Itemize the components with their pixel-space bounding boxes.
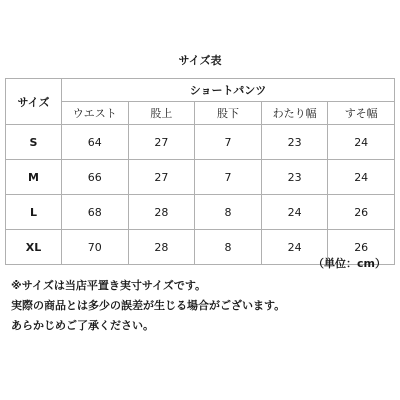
table-cell: 23 bbox=[261, 160, 328, 195]
notes bbox=[11, 276, 285, 336]
table-cell: 28 bbox=[128, 230, 195, 265]
unit-label: （単位：cm） bbox=[313, 257, 386, 270]
table-group-header-row bbox=[6, 79, 395, 102]
table-cell: 68 bbox=[62, 195, 129, 230]
table-cell: 24 bbox=[261, 230, 328, 265]
table-cell: 27 bbox=[128, 160, 195, 195]
table-cell: 24 bbox=[328, 125, 395, 160]
size-label: L bbox=[6, 195, 62, 230]
size-label: M bbox=[6, 160, 62, 195]
table-row bbox=[6, 125, 395, 160]
table-cell: 23 bbox=[261, 125, 328, 160]
table-cell: 24 bbox=[261, 195, 328, 230]
table-cell: 26 bbox=[328, 195, 395, 230]
size-label: S bbox=[6, 125, 62, 160]
group-header: ショートパンツ bbox=[62, 79, 395, 102]
table-cell: 70 bbox=[62, 230, 129, 265]
table-row bbox=[6, 195, 395, 230]
table-cell: 66 bbox=[62, 160, 129, 195]
note-line: ※サイズは当店平置き実寸サイズです。 bbox=[11, 279, 207, 292]
table-cell: 24 bbox=[328, 160, 395, 195]
table-cell: 64 bbox=[62, 125, 129, 160]
table-cell: 26 bbox=[328, 230, 395, 265]
column-header-hem: すそ幅 bbox=[328, 102, 395, 125]
table-cell: 27 bbox=[128, 125, 195, 160]
table-row bbox=[6, 160, 395, 195]
size-column-header: サイズ bbox=[6, 79, 62, 125]
note-line: あらかじめご了承ください。 bbox=[11, 319, 154, 332]
size-table bbox=[5, 78, 395, 265]
table-cell: 8 bbox=[195, 195, 262, 230]
table-cell: 7 bbox=[195, 160, 262, 195]
column-header-waist: ウエスト bbox=[62, 102, 129, 125]
size-label: XL bbox=[6, 230, 62, 265]
column-header-rise: 股上 bbox=[128, 102, 195, 125]
page-title: サイズ表 bbox=[178, 54, 222, 67]
column-header-thigh: わたり幅 bbox=[261, 102, 328, 125]
table-cell: 7 bbox=[195, 125, 262, 160]
table-cell: 8 bbox=[195, 230, 262, 265]
column-header-inseam: 股下 bbox=[195, 102, 262, 125]
note-line: 実際の商品とは多少の誤差が生じる場合がございます。 bbox=[11, 299, 286, 312]
table-column-header-row bbox=[6, 102, 395, 125]
table-cell: 28 bbox=[128, 195, 195, 230]
